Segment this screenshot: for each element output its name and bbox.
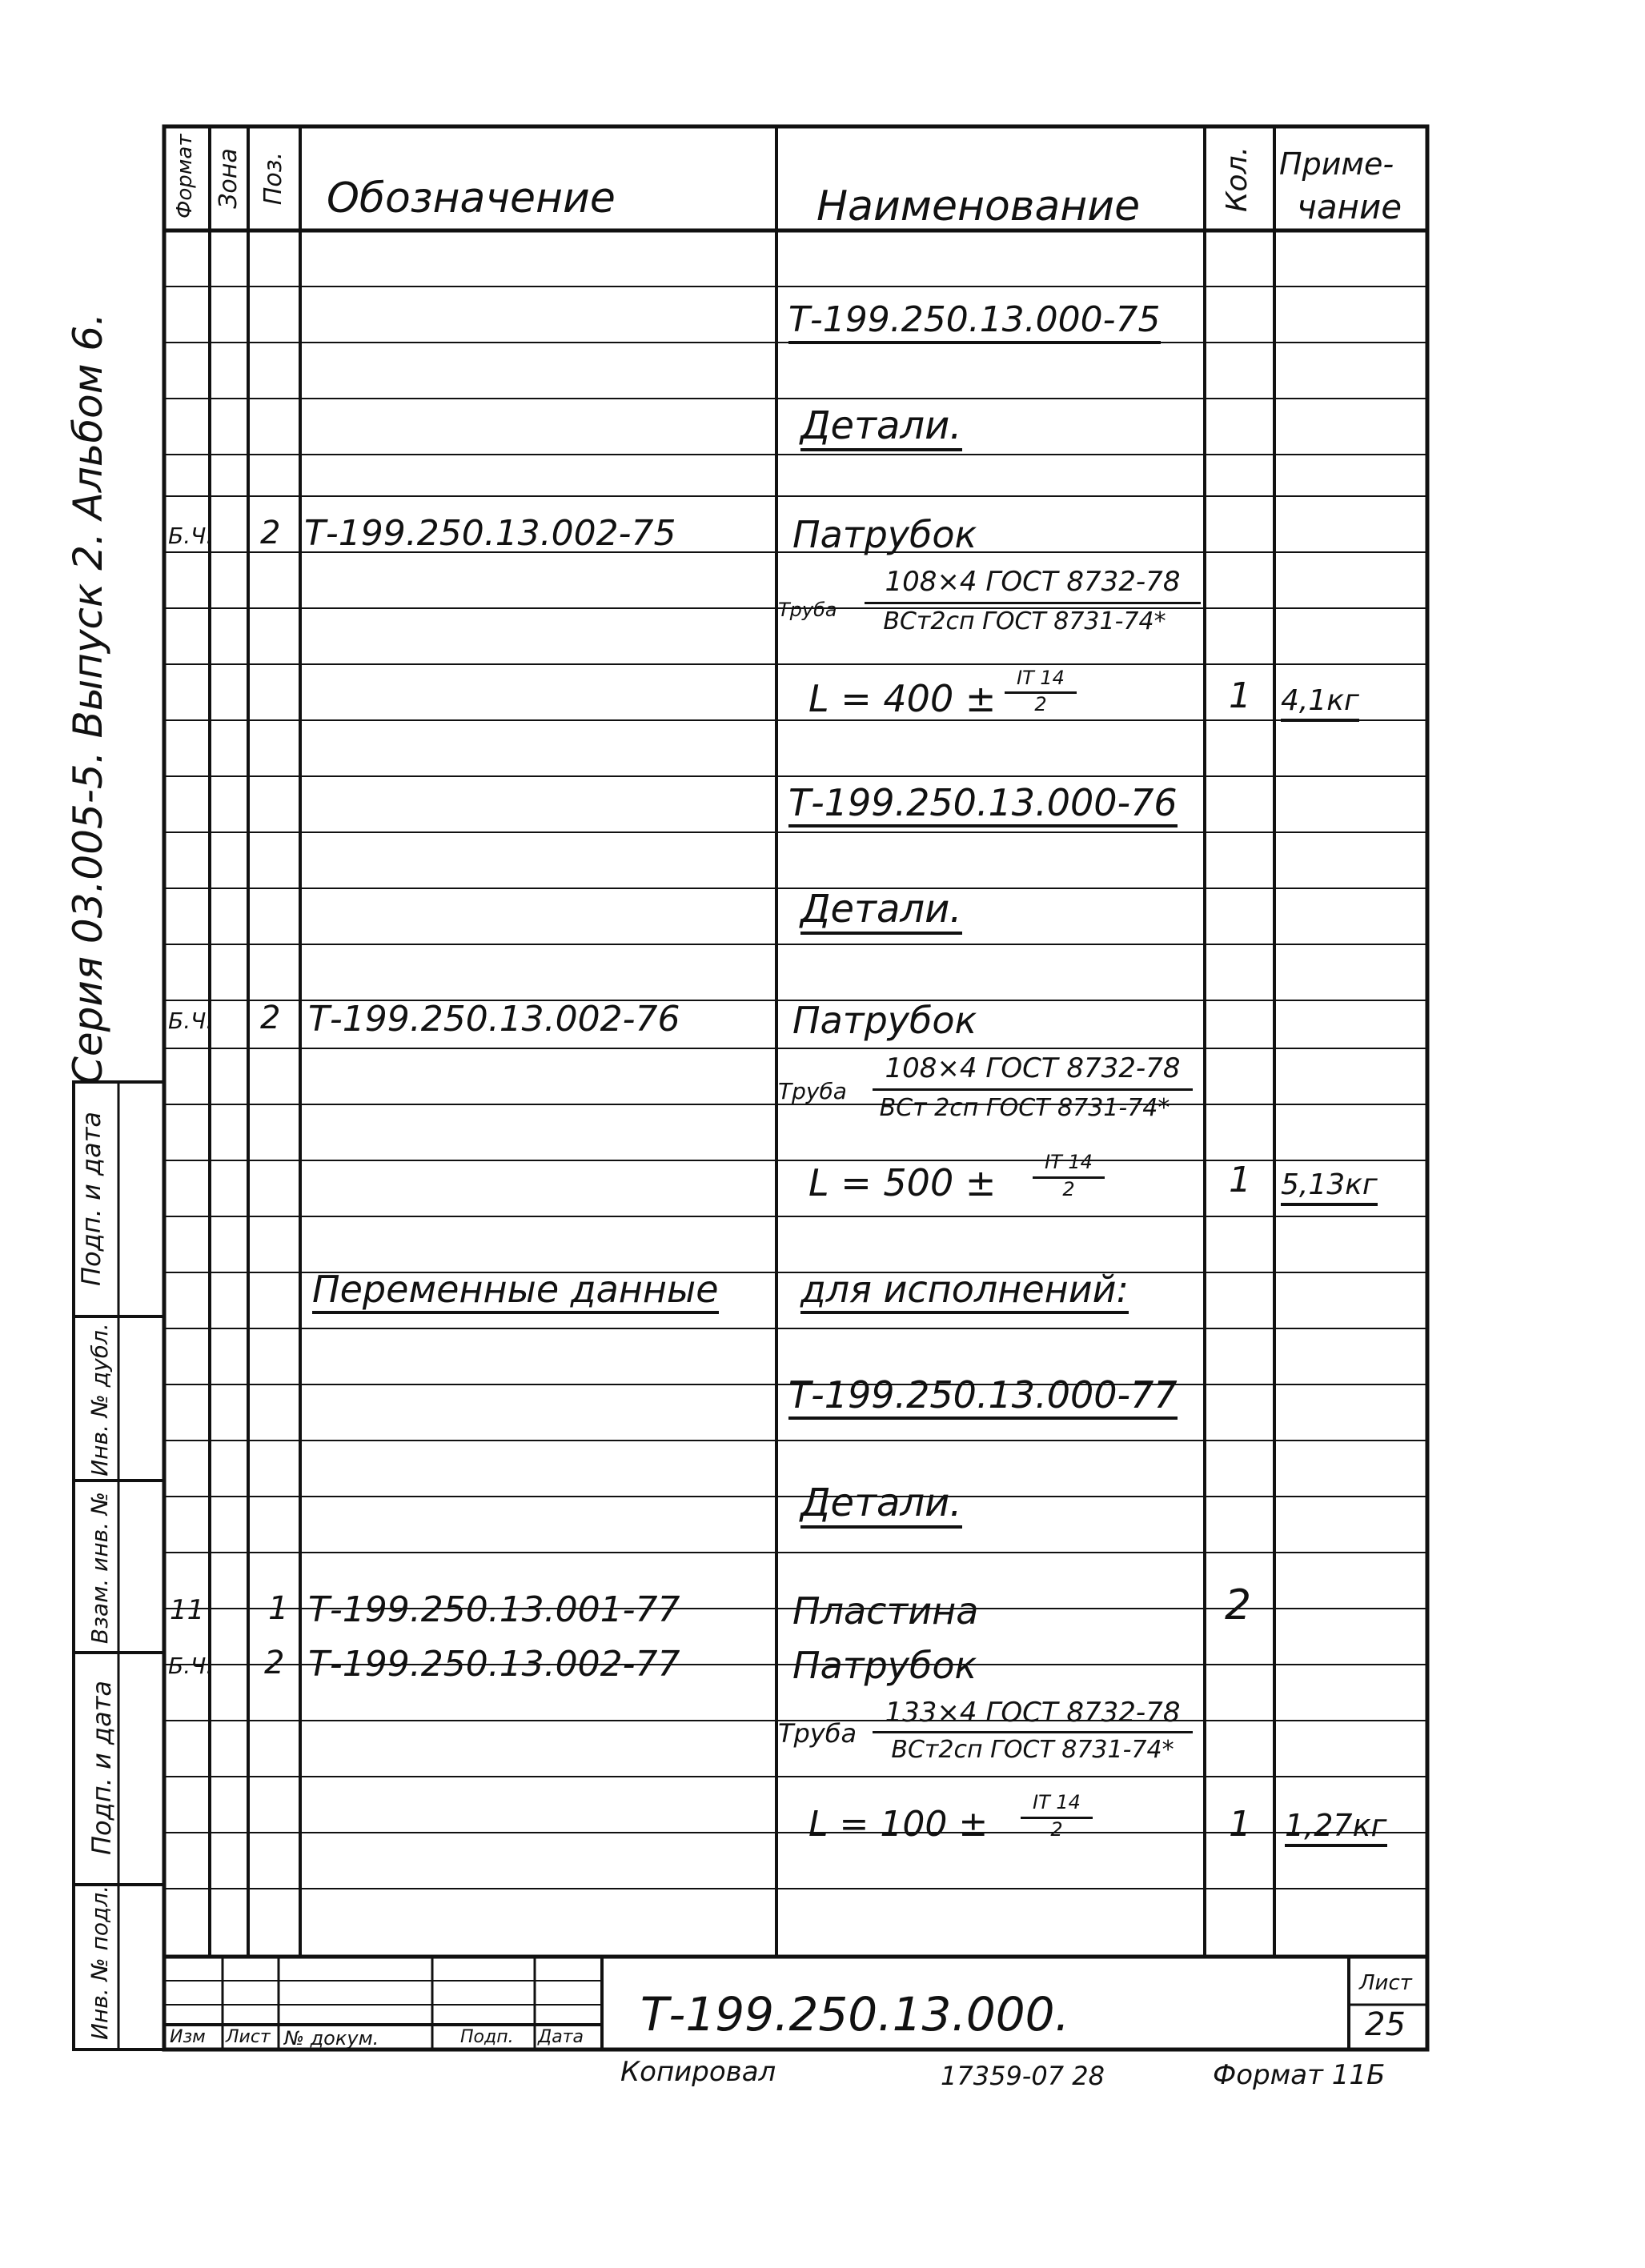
assembly-code-77: Т-199.250.13.000-77 bbox=[788, 1376, 1178, 1420]
footer-copied: Копировал bbox=[620, 2056, 776, 2088]
stamp-vzam-inv: Взам. инв. № bbox=[86, 1491, 113, 1645]
assembly-code-75: Т-199.250.13.000-75 bbox=[788, 303, 1161, 344]
header-pos: Поз. bbox=[259, 151, 287, 206]
r8-format: Б.Ч. bbox=[168, 1008, 214, 1034]
section-details-2: Детали. bbox=[800, 890, 962, 935]
r11-for-versions: для исполнений: bbox=[800, 1271, 1129, 1314]
document-code: Т-199.250.13.000. bbox=[640, 1987, 1070, 2042]
r16-prefix: Труба bbox=[778, 1718, 857, 1749]
r10-formula: L = 500 ± bbox=[808, 1161, 997, 1204]
stamp-inv-podl: Инв. № подл. bbox=[86, 1885, 113, 2040]
r15-name: Патрубок bbox=[792, 1644, 977, 1687]
r5-frac-den: 2 bbox=[1034, 693, 1047, 715]
r5-qty: 1 bbox=[1229, 675, 1251, 716]
r9-prefix: Труба bbox=[778, 1078, 847, 1104]
footer-order: 17359-07 28 bbox=[941, 2061, 1105, 2091]
r10-note: 5,13кг bbox=[1281, 1171, 1378, 1206]
header-zone: Зона bbox=[215, 148, 243, 209]
r3-name: Патрубок bbox=[792, 513, 977, 556]
r16-fraction-bar bbox=[873, 1731, 1193, 1733]
r5-formula: L = 400 ± bbox=[808, 677, 997, 720]
r14-format: 11 bbox=[170, 1594, 205, 1626]
r3-format: Б.Ч. bbox=[168, 523, 214, 549]
r17-frac-den: 2 bbox=[1050, 1818, 1063, 1841]
r16-denominator: ВСт2сп ГОСТ 8731-74* bbox=[891, 1736, 1174, 1764]
tb-col-izm: Изм bbox=[170, 2027, 206, 2047]
r10-frac-num: IT 14 bbox=[1045, 1151, 1093, 1173]
r15-designation: Т-199.250.13.002-77 bbox=[308, 1644, 680, 1685]
sheet-label: Лист bbox=[1359, 1971, 1412, 1995]
r5-note: 4,1кг bbox=[1281, 687, 1359, 722]
r3-pos: 2 bbox=[260, 515, 281, 551]
r5-frac-num: IT 14 bbox=[1017, 667, 1065, 689]
header-qty: Кол. bbox=[1221, 146, 1254, 212]
r14-designation: Т-199.250.13.001-77 bbox=[308, 1589, 680, 1630]
r16-numerator: 133×4 ГОСТ 8732-78 bbox=[885, 1697, 1181, 1729]
r4-numerator: 108×4 ГОСТ 8732-78 bbox=[885, 566, 1181, 598]
header-format: Формат bbox=[173, 134, 197, 218]
r14-name: Пластина bbox=[792, 1589, 979, 1633]
tb-col-list: Лист bbox=[226, 2027, 271, 2047]
r17-note: 1,27кг bbox=[1285, 1810, 1387, 1847]
r3-designation: Т-199.250.13.002-75 bbox=[304, 513, 676, 554]
section-details-3: Детали. bbox=[800, 1484, 962, 1529]
r15-format: Б.Ч. bbox=[168, 1653, 214, 1679]
section-details-1: Детали. bbox=[800, 407, 962, 451]
r9-numerator: 108×4 ГОСТ 8732-78 bbox=[885, 1052, 1181, 1084]
stamp-sign-date-1: Подп. и дата bbox=[76, 1112, 106, 1286]
r8-pos: 2 bbox=[260, 1000, 281, 1036]
stamp-sign-date-2: Подп. и дата bbox=[86, 1681, 117, 1855]
assembly-code-76: Т-199.250.13.000-76 bbox=[788, 784, 1178, 827]
header-note-1: Приме- bbox=[1279, 146, 1394, 182]
tb-col-doc: № докум. bbox=[284, 2027, 379, 2050]
stamp-inv-dubl: Инв. № дубл. bbox=[86, 1323, 113, 1477]
r4-fraction-bar bbox=[865, 602, 1201, 604]
r4-denominator: ВСт2сп ГОСТ 8731-74* bbox=[883, 607, 1166, 635]
r8-designation: Т-199.250.13.002-76 bbox=[308, 999, 680, 1040]
r15-pos: 2 bbox=[264, 1645, 285, 1681]
r10-qty: 1 bbox=[1229, 1160, 1251, 1200]
r4-prefix: Труба bbox=[778, 599, 837, 621]
header-name: Наименование bbox=[816, 182, 1141, 230]
r17-formula: L = 100 ± bbox=[808, 1804, 989, 1845]
r14-pos: 1 bbox=[268, 1590, 289, 1627]
r17-qty: 1 bbox=[1229, 1804, 1251, 1845]
r9-denominator: ВСт 2сп ГОСТ 8731-74* bbox=[879, 1094, 1170, 1122]
tb-col-sign: Подп. bbox=[460, 2027, 514, 2047]
r11-variable-data: Переменные данные bbox=[312, 1271, 719, 1314]
sheet-number: 25 bbox=[1365, 2006, 1406, 2043]
footer-format: Формат 11Б bbox=[1213, 2059, 1386, 2091]
r9-fraction-bar bbox=[873, 1088, 1193, 1091]
series-title: Серия 03.005-5. Выпуск 2. Альбом 6. bbox=[65, 312, 111, 1084]
header-note-2: чание bbox=[1297, 187, 1402, 226]
r14-qty: 2 bbox=[1225, 1581, 1252, 1629]
header-designation: Обозначение bbox=[327, 174, 616, 222]
tb-col-date: Дата bbox=[538, 2027, 584, 2047]
r10-frac-den: 2 bbox=[1062, 1178, 1075, 1200]
r17-frac-num: IT 14 bbox=[1033, 1791, 1081, 1813]
r8-name: Патрубок bbox=[792, 999, 977, 1042]
